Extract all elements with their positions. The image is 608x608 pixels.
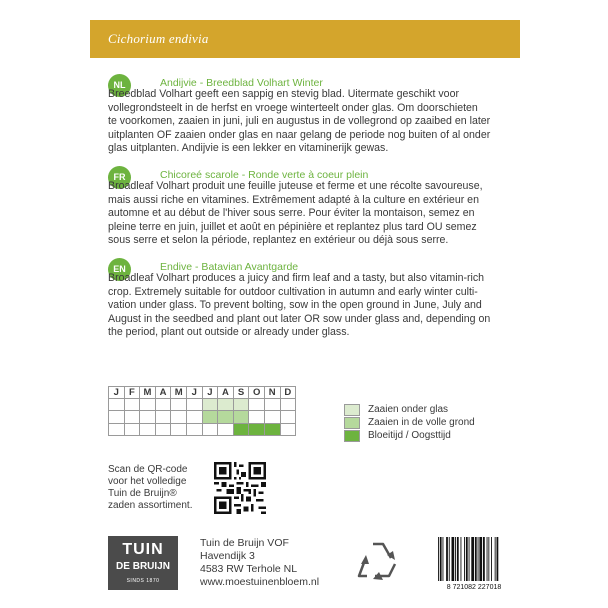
month-header: M [140, 387, 156, 399]
barcode-bar [466, 537, 468, 581]
section-nl [108, 74, 548, 170]
qr-caption-line: Tuin de Bruijn® [108, 488, 177, 499]
body-line: te voorkomen, zaaien in juni, juli en augustus in de vollegrond op zaaibed en later [108, 115, 491, 128]
calendar-cell [171, 423, 187, 435]
legend-label: Bloeitijd / Oogsttijd [368, 430, 451, 441]
barcode-bar [446, 537, 448, 581]
barcode-bar [440, 537, 442, 581]
brand-logo [108, 536, 178, 590]
calendar-cell [218, 399, 234, 411]
calendar-cell [109, 411, 125, 423]
header-banner [90, 20, 520, 58]
barcode-bar [469, 537, 470, 581]
barcode-icon [432, 535, 516, 591]
month-header: N [264, 387, 280, 399]
section-fr [108, 166, 548, 262]
section-body [108, 88, 520, 156]
barcode-bar [471, 537, 474, 581]
calendar-cell [249, 411, 265, 423]
company-address [200, 537, 319, 589]
calendar-cell [155, 399, 171, 411]
barcode-bar [483, 537, 485, 581]
calendar-cell [140, 423, 156, 435]
calendar-row [109, 411, 296, 423]
qr-caption-line: zaden assortiment. [108, 500, 193, 511]
sowing-calendar [108, 386, 296, 436]
legend-label: Zaaien in de volle grond [368, 417, 475, 428]
calendar-cell [109, 423, 125, 435]
calendar-cell [233, 423, 249, 435]
body-line: the period, plant out outside or already under glass. [108, 326, 350, 339]
address-line: Tuin de Bruijn VOF [200, 537, 289, 549]
month-header: J [186, 387, 202, 399]
language-badge: NL [108, 74, 131, 97]
calendar-cell [171, 399, 187, 411]
barcode-bar [455, 537, 456, 581]
barcode-number: 8 721082 227018 [446, 584, 502, 591]
barcode-bar [457, 537, 459, 581]
legend-swatch [344, 404, 360, 416]
body-line: crop. Extremely suitable for outdoor cultivation in autumn and early winter culti- [108, 285, 478, 298]
calendar-cell [218, 411, 234, 423]
qr-caption-line: voor het volledige [108, 476, 187, 487]
calendar-header-row [109, 387, 296, 399]
qr-caption [108, 464, 208, 512]
month-header: D [280, 387, 296, 399]
barcode-bar [438, 537, 439, 581]
calendar-cell [280, 399, 296, 411]
calendar-row [109, 423, 296, 435]
calendar-cell [186, 423, 202, 435]
section-title: Andijvie - Breedblad Volhart Winter [160, 77, 323, 89]
logo-line: TUIN [122, 541, 164, 558]
calendar-cell [155, 411, 171, 423]
qr-caption-line: Scan de QR-code [108, 464, 188, 475]
month-header: O [249, 387, 265, 399]
barcode-bar [491, 537, 492, 581]
calendar-cell [186, 399, 202, 411]
header-title: Cichorium endivia [108, 31, 209, 46]
calendar-cell [140, 411, 156, 423]
qr-code-icon[interactable] [214, 462, 266, 514]
body-line: automne et au début de l'hiver sous serre. Pour éviter la montaison, semez en [108, 207, 475, 220]
calendar-cell [155, 423, 171, 435]
barcode-bar [475, 537, 477, 581]
logo-line: SINDS 1870 [126, 578, 160, 584]
legend-swatch [344, 417, 360, 429]
barcode-bar [449, 537, 450, 581]
section-en [108, 258, 548, 354]
month-header: S [233, 387, 249, 399]
barcode-bar [495, 537, 496, 581]
calendar-cell [171, 411, 187, 423]
calendar-cell [249, 399, 265, 411]
body-line: mais aussi riche en vitamines. Extrêmement adapté à la culture en extérieur en [108, 193, 479, 206]
body-line: Breedblad Volhart geeft een sappig en stevig blad. Uitermate geschikt voor [108, 88, 459, 100]
address-line: 4583 RW Terhole NL [200, 563, 298, 575]
barcode-bar [497, 537, 499, 581]
body-line: glas uitplanten. Andijvie is een lekker en vitaminerijk gewas. [108, 142, 389, 155]
calendar-cell [280, 411, 296, 423]
calendar-cell [140, 399, 156, 411]
section-body [108, 180, 520, 248]
calendar-cell [264, 411, 280, 423]
body-line: Broadleaf Volhart produces a juicy and firm leaf and a tasty, but also vitamin-rich [108, 272, 485, 284]
body-line: sous serre et selon la période, replantez en extérieur ou déjà sous serre. [108, 234, 449, 247]
body-line: August in the seedbed and plant out later OR sow under glass and, depending on [108, 312, 491, 325]
barcode-bar [478, 537, 479, 581]
calendar-cell [202, 423, 218, 435]
month-header: J [109, 387, 125, 399]
body-line: vation under glass. To prevent bolting, sow in the open ground in June, July and [108, 299, 482, 312]
barcode-bar [452, 537, 455, 581]
barcode-bar [487, 537, 488, 581]
website-link[interactable]: www.moestuinenbloem.nl [200, 576, 320, 588]
barcode-bar [461, 537, 462, 581]
language-badge: EN [108, 258, 131, 281]
calendar-cell [124, 399, 140, 411]
calendar-cell [264, 423, 280, 435]
barcode-bar [443, 537, 444, 581]
calendar-cell [109, 399, 125, 411]
calendar-cell [124, 423, 140, 435]
address-line: Havendijk 3 [200, 550, 255, 562]
month-header: M [171, 387, 187, 399]
body-line: Broadleaf Volhart produit une feuille juteuse et ferme et une récolte savoureuse, [108, 180, 483, 192]
calendar-row [109, 399, 296, 411]
body-line: uitplanten OF zaaien onder glas en naar gelang de periode nog buiten of al onder [108, 128, 491, 141]
calendar-cell [280, 423, 296, 435]
calendar-cell [124, 411, 140, 423]
barcode-bar [464, 537, 465, 581]
calendar-cell [218, 423, 234, 435]
month-header: F [124, 387, 140, 399]
barcode-bar [488, 537, 489, 581]
legend-label: Zaaien onder glas [368, 404, 449, 415]
calendar-cell [202, 411, 218, 423]
calendar-cell [233, 399, 249, 411]
section-title: Endive - Batavian Avantgarde [160, 261, 299, 273]
legend-swatch [344, 430, 360, 442]
month-header: J [202, 387, 218, 399]
barcode-bar [479, 537, 482, 581]
body-line: pleine terre en juin, juillet et août en pépinière et replantez plus tard OU semez [108, 220, 477, 233]
recycle-icon [353, 538, 403, 586]
calendar-cell [233, 411, 249, 423]
calendar-cell [249, 423, 265, 435]
calendar-cell [264, 399, 280, 411]
logo-line: DE BRUIJN [116, 561, 170, 572]
section-title: Chicoreé scarole - Ronde verte à coeur plein [160, 169, 369, 181]
calendar-cell [202, 399, 218, 411]
section-body [108, 272, 520, 340]
month-header: A [155, 387, 171, 399]
calendar-cell [186, 411, 202, 423]
body-line: vollegrondsteelt in de herfst en vroege winterteelt onder glas. Om doorschieten [108, 101, 478, 114]
month-header: A [218, 387, 234, 399]
language-badge: FR [108, 166, 131, 189]
